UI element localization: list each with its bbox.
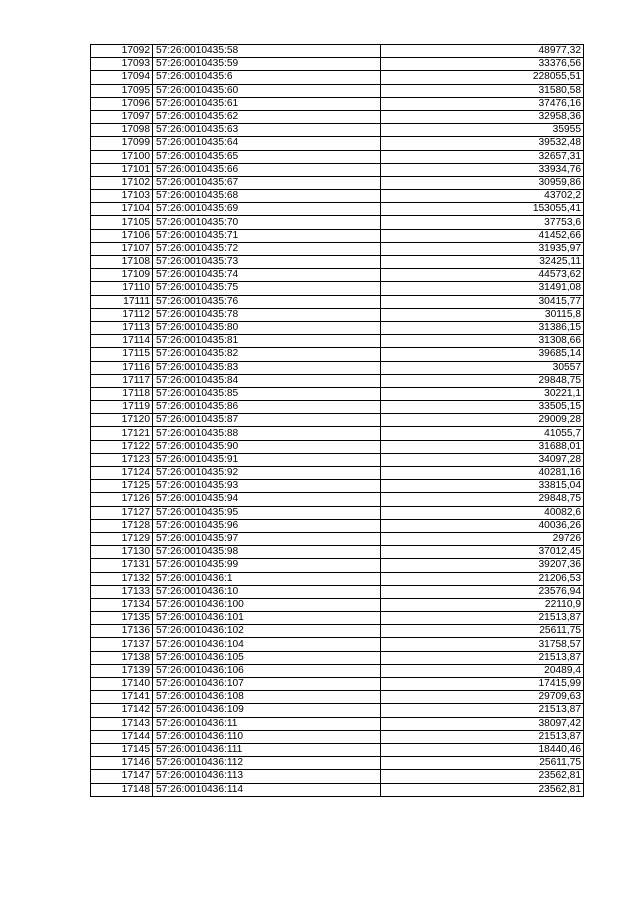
row-number-cell: 17096 [91,97,153,110]
cadastral-number-cell: 57:26:0010435:98 [153,546,381,559]
table-row [91,625,584,638]
table-row [91,203,584,216]
value-cell: 22110,9 [381,598,584,611]
cadastral-number-cell: 57:26:0010435:59 [153,58,381,71]
value-cell: 44573,62 [381,269,584,282]
cadastral-number-cell: 57:26:0010435:60 [153,84,381,97]
table-row [91,256,584,269]
value-cell: 21513,87 [381,651,584,664]
table-row [91,717,584,730]
cadastral-number-cell: 57:26:0010435:80 [153,321,381,334]
row-number-cell: 17129 [91,532,153,545]
cadastral-number-cell: 57:26:0010436:107 [153,678,381,691]
table-row [91,269,584,282]
value-cell: 23562,81 [381,783,584,796]
value-cell: 21513,87 [381,612,584,625]
value-cell: 29009,28 [381,414,584,427]
table-row [91,84,584,97]
table-row [91,229,584,242]
table-row [91,137,584,150]
row-number-cell: 17144 [91,730,153,743]
row-number-cell: 17101 [91,163,153,176]
value-cell: 37476,16 [381,97,584,110]
row-number-cell: 17116 [91,361,153,374]
cadastral-number-cell: 57:26:0010435:91 [153,453,381,466]
cadastral-number-cell: 57:26:0010436:111 [153,743,381,756]
row-number-cell: 17107 [91,242,153,255]
value-cell: 17415,99 [381,678,584,691]
table-row [91,480,584,493]
row-number-cell: 17109 [91,269,153,282]
row-number-cell: 17146 [91,757,153,770]
cadastral-number-cell: 57:26:0010435:88 [153,427,381,440]
row-number-cell: 17138 [91,651,153,664]
value-cell: 39685,14 [381,348,584,361]
value-cell: 31491,08 [381,282,584,295]
table-row [91,387,584,400]
cadastral-number-cell: 57:26:0010435:87 [153,414,381,427]
cadastral-number-cell: 57:26:0010435:74 [153,269,381,282]
cadastral-number-cell: 57:26:0010436:110 [153,730,381,743]
table-row [91,572,584,585]
cadastral-number-cell: 57:26:0010435:92 [153,467,381,480]
table-row [91,664,584,677]
row-number-cell: 17117 [91,374,153,387]
value-cell: 39532,48 [381,137,584,150]
table-row [91,282,584,295]
table-row [91,374,584,387]
row-number-cell: 17095 [91,84,153,97]
row-number-cell: 17114 [91,335,153,348]
row-number-cell: 17106 [91,229,153,242]
value-cell: 40036,26 [381,519,584,532]
row-number-cell: 17112 [91,308,153,321]
value-cell: 31308,66 [381,335,584,348]
row-number-cell: 17098 [91,124,153,137]
table-row [91,467,584,480]
cadastral-number-cell: 57:26:0010436:101 [153,612,381,625]
table-row [91,295,584,308]
value-cell: 30415,77 [381,295,584,308]
row-number-cell: 17102 [91,176,153,189]
value-cell: 23562,81 [381,770,584,783]
value-cell: 33376,56 [381,58,584,71]
cadastral-number-cell: 57:26:0010436:112 [153,757,381,770]
row-number-cell: 17139 [91,664,153,677]
row-number-cell: 17124 [91,467,153,480]
row-number-cell: 17118 [91,387,153,400]
row-number-cell: 17105 [91,216,153,229]
table-row [91,150,584,163]
row-number-cell: 17121 [91,427,153,440]
cadastral-number-cell: 57:26:0010435:69 [153,203,381,216]
table-row [91,506,584,519]
value-cell: 30557 [381,361,584,374]
table-row [91,612,584,625]
cadastral-number-cell: 57:26:0010435:96 [153,519,381,532]
table-row [91,401,584,414]
table-row [91,704,584,717]
value-cell: 35955 [381,124,584,137]
row-number-cell: 17104 [91,203,153,216]
cadastral-number-cell: 57:26:0010435:82 [153,348,381,361]
table-row [91,335,584,348]
value-cell: 31758,57 [381,638,584,651]
value-cell: 29726 [381,532,584,545]
row-number-cell: 17142 [91,704,153,717]
row-number-cell: 17131 [91,559,153,572]
value-cell: 34097,28 [381,453,584,466]
table-row [91,585,584,598]
value-cell: 31935,97 [381,242,584,255]
value-cell: 153055,41 [381,203,584,216]
table-row [91,546,584,559]
row-number-cell: 17103 [91,190,153,203]
value-cell: 30115,8 [381,308,584,321]
table-row [91,757,584,770]
value-cell: 40281,16 [381,467,584,480]
row-number-cell: 17094 [91,71,153,84]
cadastral-number-cell: 57:26:0010435:94 [153,493,381,506]
cadastral-number-cell: 57:26:0010436:106 [153,664,381,677]
value-cell: 228055,51 [381,71,584,84]
table-row [91,216,584,229]
table-row [91,414,584,427]
value-cell: 21513,87 [381,704,584,717]
value-cell: 32958,36 [381,110,584,123]
value-cell: 37753,6 [381,216,584,229]
cadastral-number-cell: 57:26:0010435:65 [153,150,381,163]
value-cell: 41055,7 [381,427,584,440]
row-number-cell: 17148 [91,783,153,796]
value-cell: 40082,6 [381,506,584,519]
row-number-cell: 17097 [91,110,153,123]
row-number-cell: 17127 [91,506,153,519]
cadastral-number-cell: 57:26:0010435:81 [153,335,381,348]
table-row [91,163,584,176]
value-cell: 21513,87 [381,730,584,743]
table-row [91,770,584,783]
row-number-cell: 17115 [91,348,153,361]
value-cell: 30959,86 [381,176,584,189]
row-number-cell: 17092 [91,45,153,58]
value-cell: 32425,11 [381,256,584,269]
cadastral-number-cell: 57:26:0010436:104 [153,638,381,651]
cadastral-number-cell: 57:26:0010435:84 [153,374,381,387]
row-number-cell: 17125 [91,480,153,493]
table-row [91,176,584,189]
cadastral-number-cell: 57:26:0010436:114 [153,783,381,796]
row-number-cell: 17126 [91,493,153,506]
table-row [91,598,584,611]
table-row [91,783,584,796]
cadastral-number-cell: 57:26:0010435:76 [153,295,381,308]
table-row [91,691,584,704]
table-row [91,519,584,532]
cadastral-number-cell: 57:26:0010435:93 [153,480,381,493]
row-number-cell: 17134 [91,598,153,611]
table-row [91,348,584,361]
table-row [91,242,584,255]
cadastral-number-cell: 57:26:0010435:64 [153,137,381,150]
cadastral-number-cell: 57:26:0010436:11 [153,717,381,730]
value-cell: 30221,1 [381,387,584,400]
value-cell: 20489,4 [381,664,584,677]
value-cell: 18440,46 [381,743,584,756]
row-number-cell: 17135 [91,612,153,625]
value-cell: 41452,66 [381,229,584,242]
row-number-cell: 17132 [91,572,153,585]
cadastral-number-cell: 57:26:0010436:105 [153,651,381,664]
row-number-cell: 17136 [91,625,153,638]
cadastral-number-cell: 57:26:0010435:90 [153,440,381,453]
cadastral-number-cell: 57:26:0010435:68 [153,190,381,203]
row-number-cell: 17099 [91,137,153,150]
table-row [91,638,584,651]
table-row [91,559,584,572]
cadastral-number-cell: 57:26:0010436:108 [153,691,381,704]
cadastral-number-cell: 57:26:0010436:10 [153,585,381,598]
value-cell: 31580,58 [381,84,584,97]
row-number-cell: 17123 [91,453,153,466]
value-cell: 37012,45 [381,546,584,559]
value-cell: 31688,01 [381,440,584,453]
cadastral-number-cell: 57:26:0010436:109 [153,704,381,717]
table-row [91,110,584,123]
table-row [91,361,584,374]
cadastral-number-cell: 57:26:0010435:75 [153,282,381,295]
value-cell: 21206,53 [381,572,584,585]
value-cell: 38097,42 [381,717,584,730]
value-cell: 33815,04 [381,480,584,493]
cadastral-number-cell: 57:26:0010435:73 [153,256,381,269]
row-number-cell: 17100 [91,150,153,163]
row-number-cell: 17110 [91,282,153,295]
row-number-cell: 17111 [91,295,153,308]
row-number-cell: 17130 [91,546,153,559]
table-row [91,71,584,84]
cadastral-number-cell: 57:26:0010435:99 [153,559,381,572]
value-cell: 32657,31 [381,150,584,163]
value-cell: 39207,36 [381,559,584,572]
table-row [91,453,584,466]
table-row [91,97,584,110]
value-cell: 43702,2 [381,190,584,203]
cadastral-number-cell: 57:26:0010435:95 [153,506,381,519]
cadastral-number-cell: 57:26:0010435:71 [153,229,381,242]
value-cell: 25611,75 [381,625,584,638]
table-row [91,678,584,691]
value-cell: 29709,63 [381,691,584,704]
value-cell: 48977,32 [381,45,584,58]
cadastral-number-cell: 57:26:0010435:62 [153,110,381,123]
row-number-cell: 17122 [91,440,153,453]
value-cell: 25611,75 [381,757,584,770]
cadastral-number-cell: 57:26:0010435:83 [153,361,381,374]
row-number-cell: 17120 [91,414,153,427]
row-number-cell: 17093 [91,58,153,71]
cadastral-number-cell: 57:26:0010435:63 [153,124,381,137]
cadastral-number-cell: 57:26:0010435:58 [153,45,381,58]
cadastral-number-cell: 57:26:0010435:66 [153,163,381,176]
value-cell: 29848,75 [381,374,584,387]
row-number-cell: 17141 [91,691,153,704]
value-cell: 33505,15 [381,401,584,414]
table-body [91,45,584,797]
row-number-cell: 17133 [91,585,153,598]
cadastral-number-cell: 57:26:0010435:72 [153,242,381,255]
table-row [91,532,584,545]
cadastral-number-cell: 57:26:0010435:61 [153,97,381,110]
cadastral-number-cell: 57:26:0010435:78 [153,308,381,321]
table-row [91,651,584,664]
table-row [91,190,584,203]
row-number-cell: 17147 [91,770,153,783]
value-cell: 33934,76 [381,163,584,176]
cadastral-number-cell: 57:26:0010435:67 [153,176,381,189]
value-cell: 29848,75 [381,493,584,506]
table-row [91,440,584,453]
table-row [91,427,584,440]
value-cell: 23576,94 [381,585,584,598]
row-number-cell: 17145 [91,743,153,756]
row-number-cell: 17128 [91,519,153,532]
table-row [91,45,584,58]
row-number-cell: 17137 [91,638,153,651]
row-number-cell: 17108 [91,256,153,269]
table-row [91,58,584,71]
table-row [91,743,584,756]
cadastral-number-cell: 57:26:0010436:1 [153,572,381,585]
table-row [91,321,584,334]
row-number-cell: 17140 [91,678,153,691]
cadastral-number-cell: 57:26:0010435:97 [153,532,381,545]
cadastral-number-cell: 57:26:0010435:85 [153,387,381,400]
cadastral-value-table [90,44,584,797]
cadastral-number-cell: 57:26:0010435:6 [153,71,381,84]
cadastral-number-cell: 57:26:0010436:102 [153,625,381,638]
cadastral-number-cell: 57:26:0010436:100 [153,598,381,611]
table-row [91,730,584,743]
cadastral-number-cell: 57:26:0010436:113 [153,770,381,783]
value-cell: 31386,15 [381,321,584,334]
table-row [91,308,584,321]
cadastral-number-cell: 57:26:0010435:86 [153,401,381,414]
row-number-cell: 17119 [91,401,153,414]
table-row [91,493,584,506]
row-number-cell: 17143 [91,717,153,730]
table-row [91,124,584,137]
cadastral-number-cell: 57:26:0010435:70 [153,216,381,229]
row-number-cell: 17113 [91,321,153,334]
